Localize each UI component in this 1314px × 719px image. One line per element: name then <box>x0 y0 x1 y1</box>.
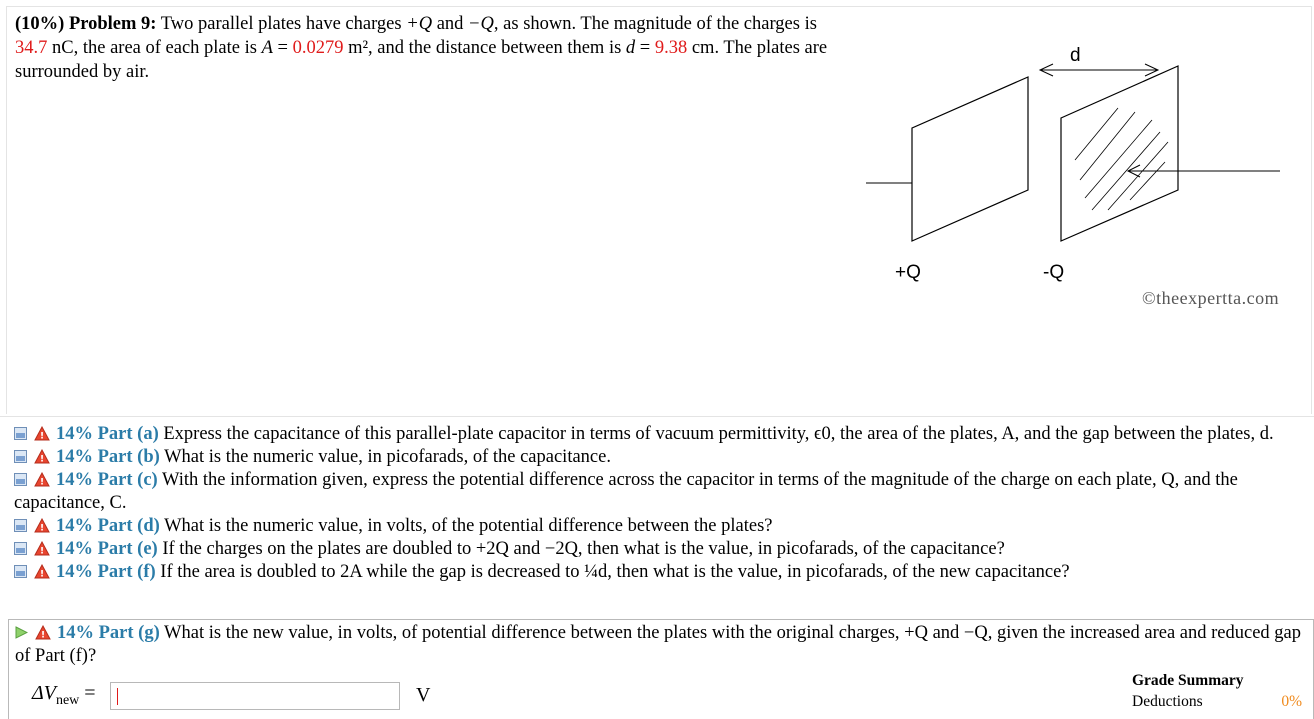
copyright-notice: ©theexpertta.com <box>1142 288 1280 308</box>
part-row[interactable] <box>0 446 1314 469</box>
statement-text: and <box>432 14 469 34</box>
collapse-icon[interactable] <box>14 427 27 440</box>
collapse-icon[interactable] <box>14 473 27 486</box>
collapse-icon[interactable] <box>14 565 27 578</box>
answer-equals: = <box>79 682 96 704</box>
svg-text:!: ! <box>39 546 45 556</box>
capacitor-diagram <box>860 40 1290 290</box>
gap-label: d <box>1070 45 1081 66</box>
positive-plate <box>912 77 1028 241</box>
part-percent: 14% Part (b) <box>56 447 160 467</box>
statement-text: , as shown. The magnitude of the charges is <box>493 14 817 34</box>
part-g-row <box>9 620 1313 668</box>
statement-text: , and the distance between them is <box>368 38 626 58</box>
equals-sign: = <box>272 38 293 58</box>
plus-q-label: +Q <box>895 262 921 283</box>
svg-text:!: ! <box>39 454 45 464</box>
collapse-icon[interactable] <box>14 542 27 555</box>
problem-statement <box>15 12 835 84</box>
charge-plus-symbol: +Q <box>406 14 433 34</box>
part-question: What is the numeric value, in volts, of the potential difference between the plates? <box>159 516 773 536</box>
part-row[interactable] <box>0 561 1314 584</box>
equals-sign: = <box>635 38 655 58</box>
distance-unit: cm <box>687 38 715 58</box>
problem-weight: (10%) <box>15 14 65 34</box>
warning-icon <box>34 541 50 556</box>
statement-text: , the area of each plate is <box>73 38 262 58</box>
part-row[interactable] <box>0 423 1314 446</box>
area-unit: m² <box>343 38 369 58</box>
answer-unit: V <box>416 684 431 706</box>
part-row[interactable] <box>0 469 1314 515</box>
part-row[interactable] <box>0 538 1314 561</box>
statement-text: . The plates are surrounded by air. <box>15 38 828 82</box>
part-percent: 14% Part (c) <box>56 470 158 490</box>
charge-minus-symbol: −Q <box>468 14 494 34</box>
warning-icon <box>34 518 50 533</box>
svg-text:!: ! <box>39 523 45 533</box>
charge-unit: nC <box>47 38 74 58</box>
text-cursor <box>117 688 118 705</box>
deductions-row <box>1132 693 1302 711</box>
negative-plate <box>1061 66 1178 241</box>
svg-text:!: ! <box>40 630 46 640</box>
distance-value: 9.38 <box>654 38 688 58</box>
distance-variable: d <box>625 38 636 58</box>
part-g-percent: 14% Part (g) <box>57 623 160 643</box>
statement-text: Two parallel plates have charges <box>160 14 407 34</box>
part-percent: 14% Part (d) <box>56 516 160 536</box>
grade-summary-title: Grade Summary <box>1132 672 1244 689</box>
part-row[interactable] <box>0 515 1314 538</box>
part-percent: 14% Part (f) <box>56 562 156 582</box>
collapse-icon[interactable] <box>14 450 27 463</box>
parts-list <box>0 416 1314 584</box>
problem-label: Problem 9: <box>68 14 157 34</box>
part-percent: 14% Part (a) <box>56 424 159 444</box>
play-icon[interactable] <box>15 626 28 639</box>
charge-value: 34.7 <box>15 38 48 58</box>
part-g-question: What is the new value, in volts, of potential difference between the plates with the original charges, +Q and −Q, given the increased area and reduced gap of Part (f)? <box>15 623 1302 666</box>
warning-icon <box>35 625 51 640</box>
warning-icon <box>34 564 50 579</box>
part-percent: 14% Part (e) <box>56 539 158 559</box>
area-value: 0.0279 <box>292 38 344 58</box>
svg-text:!: ! <box>39 431 45 441</box>
svg-text:!: ! <box>39 477 45 487</box>
part-question: What is the numeric value, in picofarads, of the capacitance. <box>159 447 611 467</box>
delta-v-subscript: new <box>55 693 80 708</box>
answer-input[interactable] <box>110 682 400 710</box>
part-question: With the information given, express the potential difference across the capacitor in terms of the magnitude of the charge on each plate, Q, and the capacitance, C. <box>14 470 1238 513</box>
warning-icon <box>34 426 50 441</box>
area-variable: A <box>261 38 273 58</box>
minus-q-label: -Q <box>1043 262 1065 283</box>
deductions-label: Deductions <box>1132 693 1203 710</box>
grade-summary <box>1132 672 1302 711</box>
part-question: If the area is doubled to 2A while the gap is decreased to ¼d, then what is the value, in picofarads, of the new capacitance? <box>155 562 1070 582</box>
part-question: Express the capacitance of this parallel-plate capacitor in terms of vacuum permittivity, ϵ0, the area of the plates, A, and the gap between the plates, d. <box>158 424 1274 444</box>
svg-text:!: ! <box>39 569 45 579</box>
deductions-value: 0% <box>1281 693 1302 710</box>
collapse-icon[interactable] <box>14 519 27 532</box>
answer-label <box>32 682 96 709</box>
warning-icon <box>34 472 50 487</box>
warning-icon <box>34 449 50 464</box>
delta-v-symbol: ΔV <box>32 682 56 704</box>
part-question: If the charges on the plates are doubled to +2Q and −2Q, then what is the value, in picofarads, of the capacitance? <box>157 539 1005 559</box>
